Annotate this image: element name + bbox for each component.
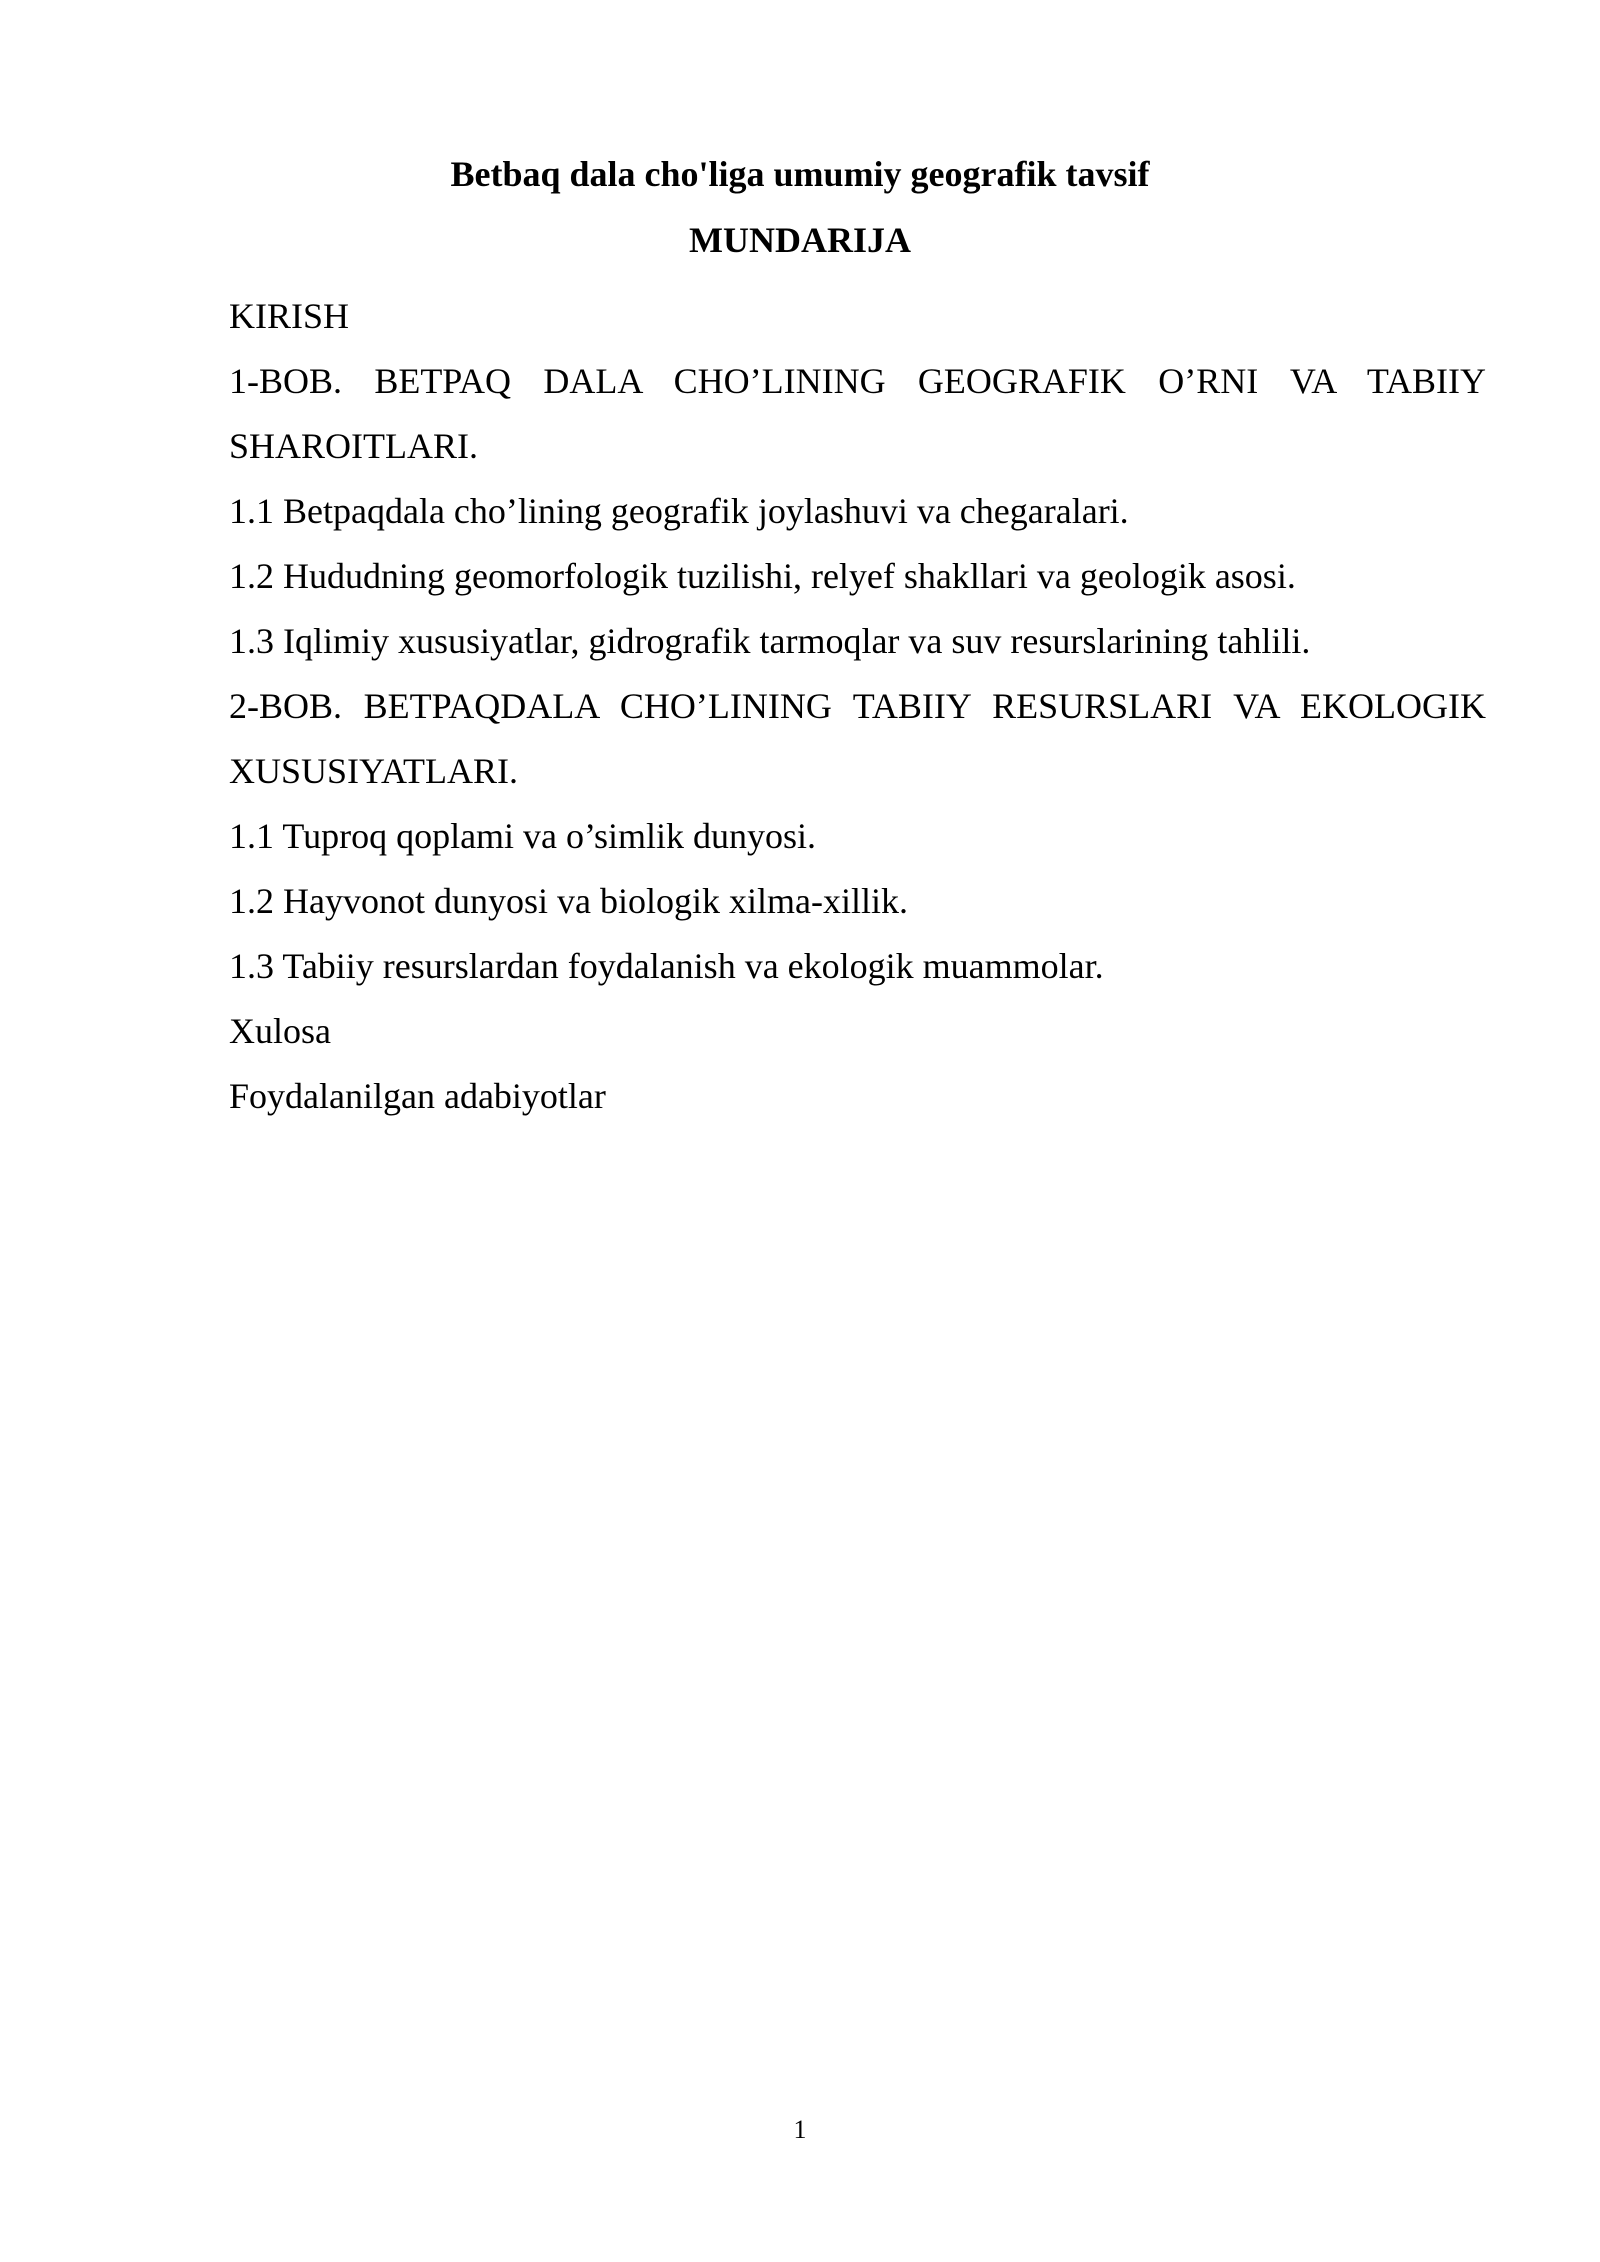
toc-entry-chapter-1: 1-BOB. BETPAQ DALA CHO’LINING GEOGRAFIK O’RNI VA TABIIY SHAROITLARI. [229,361,1486,466]
toc-entry-conclusion: Xulosa [229,1011,331,1051]
toc-entry-chapter-2: 2-BOB. BETPAQDALA CHO’LINING TABIIY RESURSLARI VA EKOLOGIK XUSUSIYATLARI. [229,686,1486,791]
toc-entry-section-2-2: 1.2 Hayvonot dunyosi va biologik xilma-xillik. [229,881,908,921]
toc-entry-section-1-1: 1.1 Betpaqdala cho’lining geografik joylashuvi va chegaralari. [229,491,1129,531]
toc-entry-section-1-3: 1.3 Iqlimiy xususiyatlar, gidrografik tarmoqlar va suv resurslarining tahlili. [229,621,1311,661]
table-of-contents [229,284,1486,1129]
toc-entry-references: Foydalanilgan adabiyotlar [229,1076,606,1116]
toc-entry-section-2-1: 1.1 Tuproq qoplami va o’simlik dunyosi. [229,816,817,856]
page-number: 1 [793,2115,807,2144]
document-title: Betbaq dala cho'liga umumiy geografik tavsif [450,154,1150,194]
toc-entry-introduction: KIRISH [229,296,350,336]
toc-entry-section-2-3: 1.3 Tabiiy resurslardan foydalanish va ekologik muammolar. [229,946,1104,986]
toc-entry-section-1-2: 1.2 Hududning geomorfologik tuzilishi, relyef shakllari va geologik asosi. [229,556,1296,596]
toc-heading: MUNDARIJA [689,220,911,260]
